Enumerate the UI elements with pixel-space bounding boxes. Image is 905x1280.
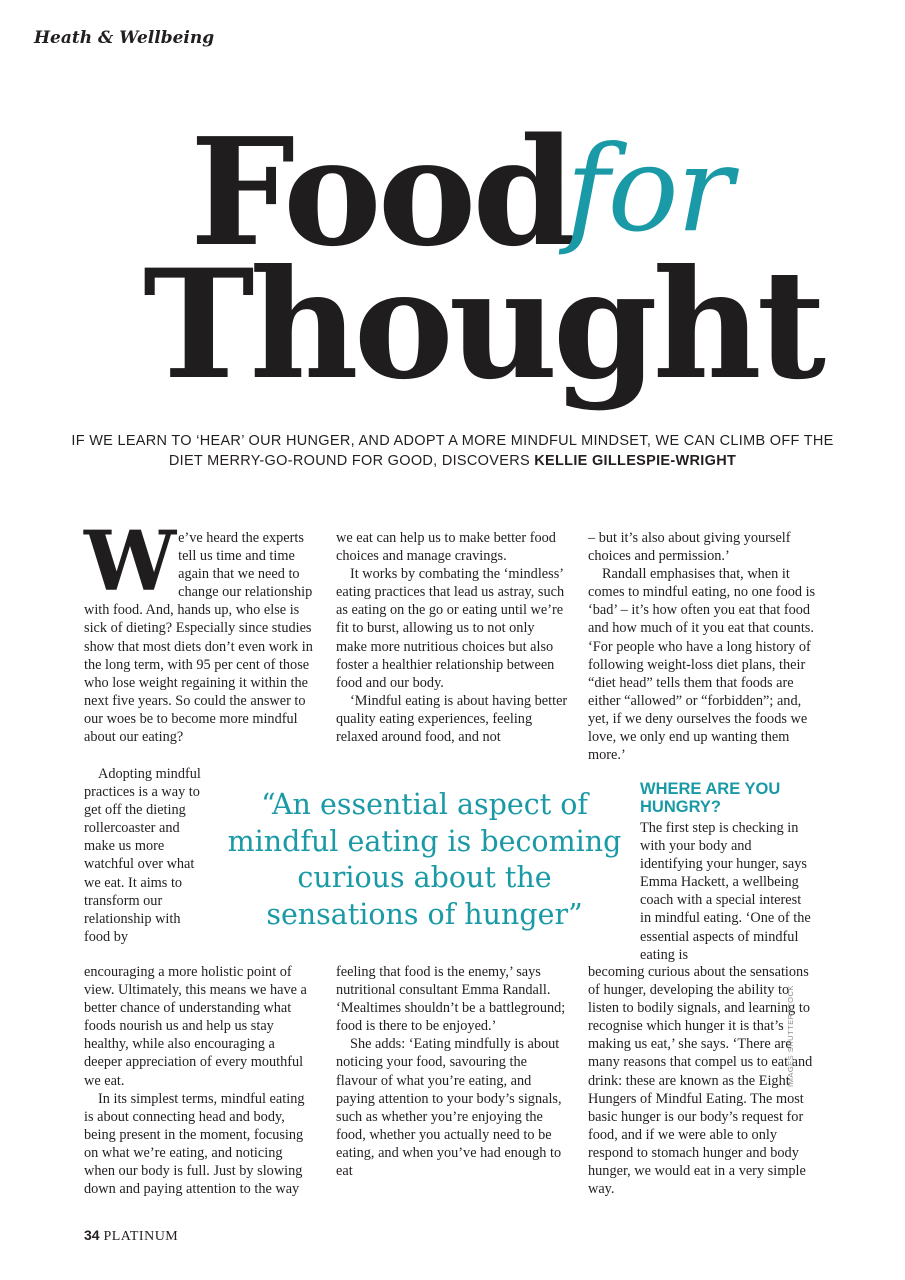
photo-credit: IMAGES SHUTTERSTOCK <box>786 985 795 1087</box>
paragraph: The first step is checking in with your body and identifying your hunger, says Emma Hackett, a wellbeing coach with a special interest in mindful eating. ‘One of the essential aspects of mindful eating is <box>640 820 811 963</box>
pull-quote: “An essential aspect of mindful eating is becoming curious about the sensations of hunger” <box>227 788 622 931</box>
paragraph: ‘Mindful eating is about having better quality eating experiences, feeling relaxed around food, and not <box>336 692 568 746</box>
column-2-bottom <box>336 963 568 1180</box>
paragraph: In its simplest terms, mindful eating is about connecting head and body, being present in the moment, focusing on what we’re eating, and noticing when our body is full. Just by slowing down and paying attention to the way <box>84 1090 305 1198</box>
headline-for-script: for <box>566 120 732 258</box>
paragraph: encouraging a more holistic point of view. Ultimately, this means we have a better chance of understanding what foods nourish us and help us stay healthy, while also encouraging a deeper appreciation of every mouthful we eat. <box>84 964 307 1089</box>
paragraph: we eat can help us to make better food choices and manage cravings. <box>336 530 556 565</box>
section-label: Heath & Wellbeing <box>34 28 215 48</box>
paragraph: feeling that food is the enemy,’ says nutritional consultant Emma Randall. ‘Mealtimes shouldn’t be a battleground; food is there to be enjoyed.’ <box>336 964 566 1035</box>
column-3-wrap <box>640 819 812 964</box>
headline-thought: Thought <box>143 237 822 413</box>
publication-name: PLATINUM <box>103 1229 179 1244</box>
paragraph: becoming curious about the sensations of hunger, developing the ability to listen to bodily signals, and learning to recognise which hunger it is that’s making us eat,’ she says. ‘There are many reasons that compel us to eat and drink: these are known as the Eight Hungers of Mindful Eating. The most basic hunger is our body’s request for food, and if we were able to only respond to stomach hunger and body hunger, we would eat in a very simple way. <box>588 964 813 1198</box>
drop-cap: W <box>84 514 177 610</box>
page-number: 34 <box>84 1227 100 1243</box>
headline-food: Food <box>190 105 572 279</box>
paragraph: Adopting mindful practices is a way to get off the dieting rollercoaster and make us more watchful over what we eat. It aims to transform our relationship with food by <box>84 766 201 945</box>
page-footer <box>84 1227 178 1245</box>
column-2-top <box>336 529 568 746</box>
paragraph: Randall emphasises that, when it comes to mindful eating, no one food is ‘bad’ – it’s how often you eat that food and how much of it you eat that counts. ‘For people who have a long history of following weight-loss diet plans, their “diet head” tells them that foods are either “allowed” or “forbidden”; and, yet, if we deny ourselves the foods we love, we only end up wanting them more.’ <box>588 566 816 764</box>
paragraph: It works by combating the ‘mindless’ eating practices that lead us astray, such as eating on the go or eating until we’re fit to burst, allowing us to not only make more nutritious choices but also foster a healthier relationship between food and our body. <box>336 566 565 691</box>
column-1-wrap <box>84 765 202 946</box>
column-3-top <box>588 529 820 764</box>
subheading: WHERE ARE YOU HUNGRY? <box>640 780 781 816</box>
column-1-bottom <box>84 963 316 1198</box>
column-1-top <box>84 514 314 746</box>
author-byline: KELLIE GILLESPIE-WRIGHT <box>534 453 737 469</box>
standfirst <box>60 431 845 471</box>
paragraph: – but it’s also about giving yourself choices and permission.’ <box>588 530 791 565</box>
paragraph: She adds: ‘Eating mindfully is about noticing your food, savouring the flavour of what you’re eating, and paying attention to your body’s signals, such as whether you’re enjoying the food, whether you actually need to be eating, and when you’ve had enough to eat <box>336 1036 562 1180</box>
paragraph: e’ve heard the experts tell us time and time again that we need to change our relationship with food. And, hands up, who else is sick of dieting? Especially since studies show that most diets don’t even work in the long term, with 95 per cent of those who lose weight regaining it within the next five years. So could the answer to our woes be to become more mindful about our eating? <box>84 530 313 746</box>
standfirst-text: IF WE LEARN TO ‘HEAR’ OUR HUNGER, AND ADOPT A MORE MINDFUL MINDSET, WE CAN CLIMB OFF THE DIET MERRY-GO-ROUND FOR GOOD, DISCOVERS <box>71 433 834 469</box>
